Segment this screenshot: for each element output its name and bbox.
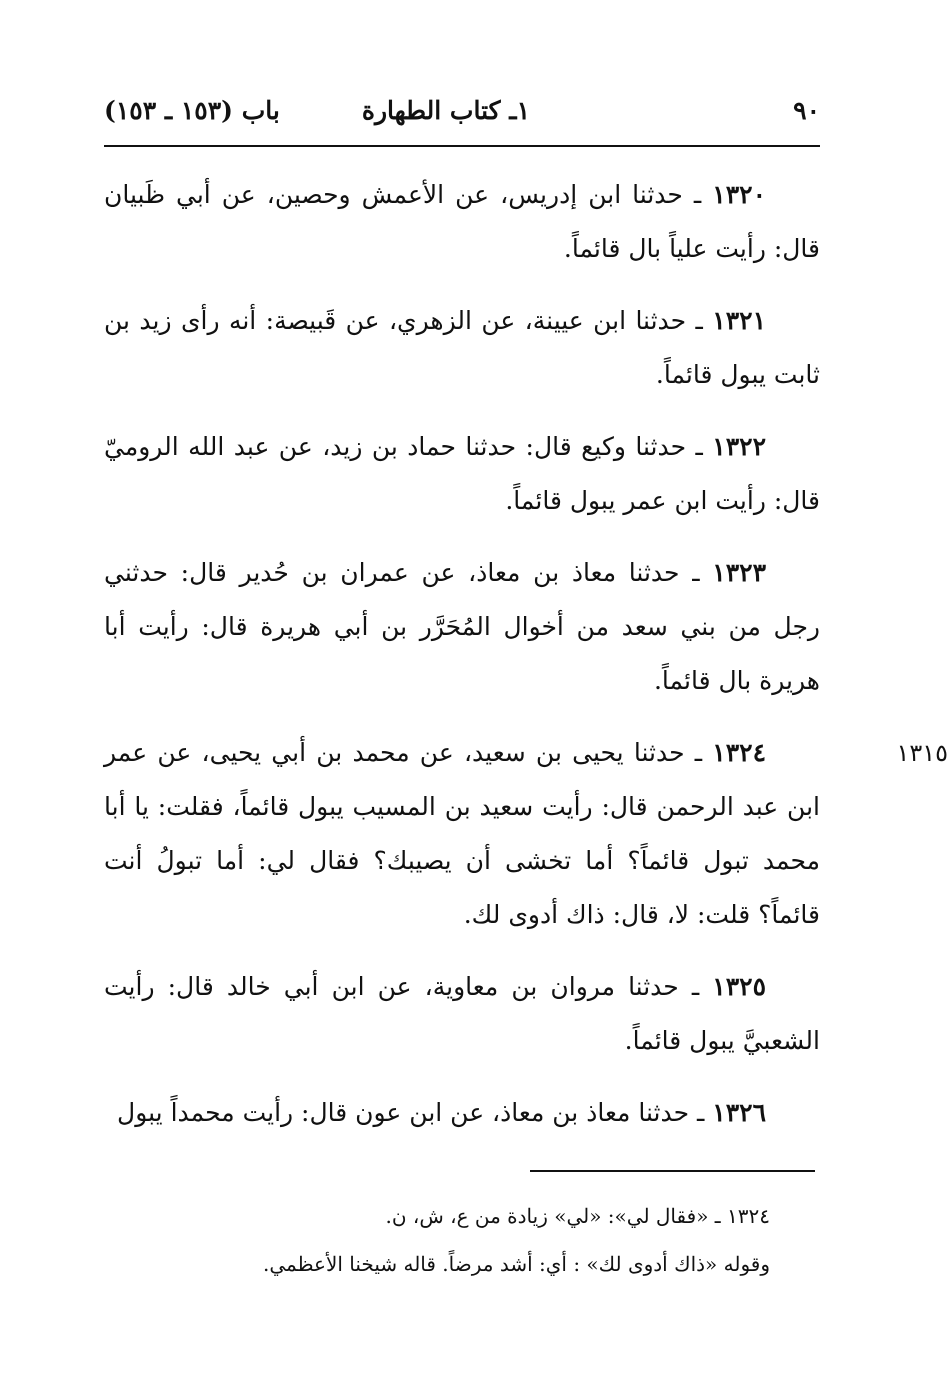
hadith-number: ١٣٢٠ — [712, 180, 766, 209]
hadith-1324 — [104, 726, 948, 942]
hadith-1321 — [104, 294, 820, 402]
chapter-range: باب (١٥٣ ـ ١٥٣) — [104, 96, 280, 125]
footnote-1: ١٣٢٤ ـ «فقال لي»: «لي» زيادة من ع، ش، ن. — [385, 1204, 770, 1228]
hadith-1320 — [104, 168, 820, 276]
hadith-text: ـ حدثنا معاذ بن معاذ، عن ابن عون قال: رأيت محمداً يبول — [117, 1098, 713, 1127]
hadith-number: ١٣٢٦ — [712, 1098, 766, 1127]
hadith-text: ـ حدثنا ابن إدريس، عن الأعمش وحصين، عن أبي ظَبيان قال: رأيت علياً بال قائماً. — [104, 180, 820, 263]
margin-number: ١٣١٥ — [896, 739, 948, 767]
hadith-number: ١٣٢٢ — [712, 432, 766, 461]
hadith-text: ـ حدثنا مروان بن معاوية، عن ابن أبي خالد قال: رأيت الشعبيَّ يبول قائماً. — [104, 972, 820, 1055]
hadith-text: ـ حدثنا معاذ بن معاذ، عن عمران بن حُدير قال: حدثني رجل من بني سعد من أخوال المُحَرَّر بن أبي هريرة قال: رأيت أبا هريرة بال قائماً. — [104, 558, 820, 695]
footnotes — [104, 1192, 820, 1288]
hadith-text: ـ حدثنا يحيى بن سعيد، عن محمد بن أبي يحيى، عن عمر ابن عبد الرحمن قال: رأيت سعيد بن المسيب يبول قائماً، فقلت: يا أبا محمد تبول قائماً؟ أما تخشى أن يصيبك؟ فقال لي: أما تبولُ أنت قائماً؟ قلت: لا، قال: ذاك أدوى لك. — [104, 738, 820, 929]
hadith-1323 — [104, 546, 820, 708]
hadith-1325 — [104, 960, 820, 1068]
page-header — [104, 96, 820, 136]
hadith-number: ١٣٢٣ — [712, 558, 766, 587]
book-title: ١ـ كتاب الطهارة — [361, 96, 530, 125]
footnote-2: وقوله «ذاك أدوى لك» : أي: أشد مرضاً. قاله شيخنا الأعظمي. — [263, 1252, 770, 1276]
hadith-number: ١٣٢٥ — [712, 972, 766, 1001]
page-number: ٩٠ — [793, 96, 820, 125]
hadith-number: ١٣٢١ — [712, 306, 766, 335]
hadith-text: ـ حدثنا ابن عيينة، عن الزهري، عن قَبيصة: أنه رأى زيد بن ثابت يبول قائماً. — [104, 306, 820, 389]
hadith-1326 — [104, 1086, 820, 1140]
hadith-1322 — [104, 420, 820, 528]
header-rule — [104, 145, 820, 147]
main-text — [104, 168, 948, 1158]
hadith-text: ـ حدثنا وكيع قال: حدثنا حماد بن زيد، عن عبد الله الروميّ قال: رأيت ابن عمر يبول قائماً. — [104, 432, 820, 515]
hadith-number: ١٣٢٤ — [712, 738, 766, 767]
footnote-rule — [530, 1170, 815, 1172]
